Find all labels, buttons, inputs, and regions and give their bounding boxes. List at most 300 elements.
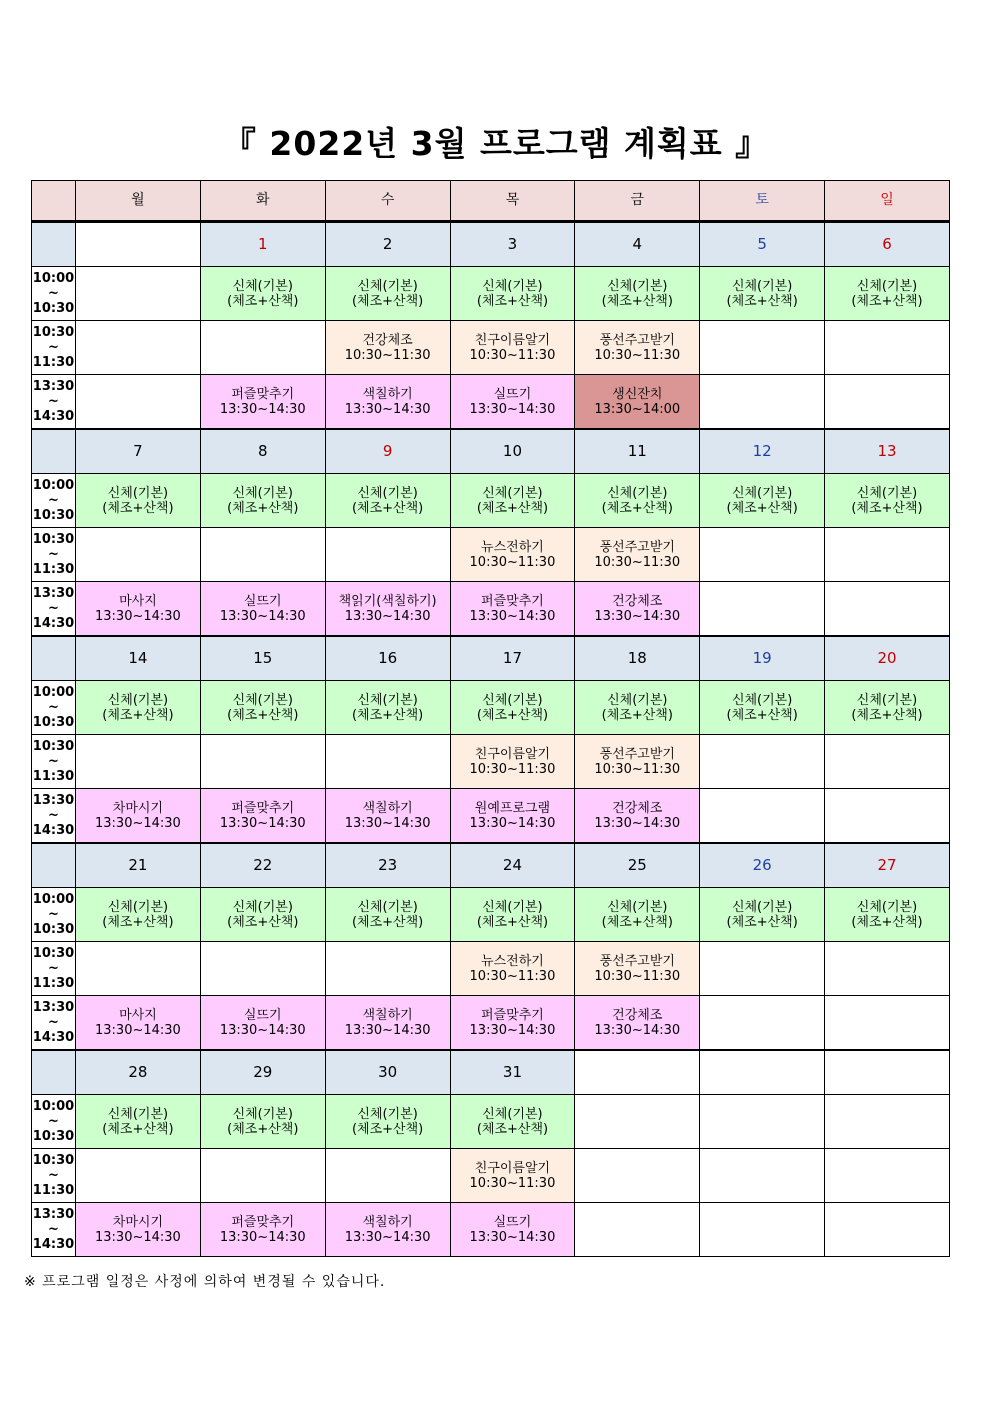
activity-name: 신체(기본) [482,692,543,708]
date-row-label [32,222,76,267]
activity-name: 신체(기본) [107,899,169,915]
activity-name: 건강체조 [362,332,413,348]
slot-start-time: 10:00 [32,478,75,493]
slot-tilde: ~ [48,547,59,562]
activity-name: 신체(기본) [357,899,418,915]
activity-cell [450,267,575,321]
date-cell: 28 [76,1050,201,1095]
time-slot-row [32,375,950,430]
date-row-label [32,1050,76,1095]
activity-cell [76,582,201,637]
activity-cell [450,1095,575,1149]
date-cell: 30 [325,1050,450,1095]
activity-detail: 13:30~14:30 [344,1022,431,1038]
activity-detail: 10:30~11:30 [469,347,556,363]
date-cell: 11 [575,429,700,474]
activity-name: 신체(기본) [856,899,918,915]
date-cell: 25 [575,843,700,888]
slot-end-time: 11:30 [32,562,75,577]
activity-name: 신체(기본) [232,278,293,294]
activity-detail: (체조+산책) [601,293,673,309]
activity-name: 신체(기본) [357,692,418,708]
activity-detail: 10:30~11:30 [594,554,681,570]
activity-cell [825,375,950,430]
slot-tilde: ~ [48,1114,59,1129]
activity-name: 신체(기본) [607,278,668,294]
time-slot-row [32,789,950,844]
time-slot-label [32,1203,76,1257]
activity-name: 친구이름알기 [474,746,551,762]
activity-detail: 10:30~11:30 [469,554,556,570]
date-cell: 22 [200,843,325,888]
date-row [32,222,950,267]
activity-detail: 13:30~14:00 [594,401,681,417]
activity-cell [825,528,950,582]
time-slot-row [32,267,950,321]
time-slot-label [32,681,76,735]
activity-cell [575,1095,700,1149]
activity-cell [700,321,825,375]
activity-name: 퍼즐맞추기 [481,1007,544,1023]
activity-detail: 13:30~14:30 [95,815,181,831]
activity-cell [200,942,325,996]
activity-cell [200,1149,325,1203]
activity-detail: 13:30~14:30 [594,1022,681,1038]
activity-name: 신체(기본) [607,692,668,708]
activity-name: 신체(기본) [731,692,793,708]
activity-cell [575,375,700,430]
time-slot-row [32,996,950,1051]
date-cell: 24 [450,843,575,888]
activity-cell [825,1095,950,1149]
activity-detail: 13:30~14:30 [219,815,306,831]
activity-cell [575,321,700,375]
activity-cell [575,735,700,789]
weekday-header: 목 [450,181,575,222]
activity-detail: 13:30~14:30 [469,815,556,831]
time-slot-row [32,1095,950,1149]
slot-tilde: ~ [48,1168,59,1183]
slot-tilde: ~ [48,754,59,769]
activity-cell [575,474,700,528]
activity-cell [76,474,201,528]
time-slot-row [32,1149,950,1203]
weekday-header-row [32,181,950,222]
activity-detail: (체조+산책) [476,293,549,309]
date-cell: 29 [200,1050,325,1095]
activity-cell [575,789,700,844]
activity-cell [575,267,700,321]
activity-cell [825,996,950,1051]
time-slot-row [32,582,950,637]
activity-name: 색칠하기 [362,386,413,402]
activity-name: 원예프로그램 [474,800,551,816]
activity-cell [825,1203,950,1257]
time-slot-row [32,888,950,942]
time-slot-label [32,528,76,582]
date-cell [575,1050,700,1095]
date-cell: 20 [825,636,950,681]
activity-detail: (체조+산책) [601,914,673,930]
date-cell: 2 [325,222,450,267]
activity-name: 뉴스전하기 [481,953,544,969]
time-slot-row [32,735,950,789]
slot-tilde: ~ [48,700,59,715]
activity-name: 신체(기본) [107,1106,169,1122]
activity-detail: 10:30~11:30 [344,347,431,363]
activity-detail: 13:30~14:30 [469,1229,556,1245]
activity-detail: (체조+산책) [601,500,673,516]
slot-start-time: 10:30 [32,739,75,754]
activity-cell [76,681,201,735]
activity-detail: (체조+산책) [476,914,549,930]
slot-end-time: 14:30 [32,823,75,838]
activity-cell [76,942,201,996]
activity-cell [325,1149,450,1203]
activity-cell [700,789,825,844]
activity-cell [76,1095,201,1149]
activity-cell [825,789,950,844]
slot-end-time: 10:30 [32,301,75,316]
activity-cell [325,375,450,430]
activity-cell [325,789,450,844]
activity-cell [700,1203,825,1257]
activity-cell [700,996,825,1051]
time-slot-label [32,1095,76,1149]
activity-detail: (체조+산책) [851,914,923,930]
date-row-label [32,843,76,888]
activity-cell [450,888,575,942]
slot-start-time: 10:00 [32,685,75,700]
activity-name: 마사지 [119,1007,157,1023]
activity-name: 색칠하기 [362,800,413,816]
activity-name: 차마시기 [112,1214,164,1230]
activity-cell [700,267,825,321]
slot-start-time: 10:00 [32,892,75,907]
activity-name: 차마시기 [112,800,164,816]
activity-cell [76,1149,201,1203]
activity-detail: 13:30~14:30 [469,401,556,417]
activity-detail: 13:30~14:30 [344,1229,431,1245]
activity-cell [325,528,450,582]
activity-cell [575,681,700,735]
activity-cell [575,1149,700,1203]
activity-cell [76,789,201,844]
activity-name: 퍼즐맞추기 [231,386,295,402]
activity-detail: 13:30~14:30 [594,815,681,831]
date-cell: 16 [325,636,450,681]
activity-detail: (체조+산책) [351,914,424,930]
time-slot-label [32,474,76,528]
activity-cell [450,789,575,844]
date-cell [700,1050,825,1095]
activity-cell [575,582,700,637]
activity-detail: (체조+산책) [726,914,798,930]
date-cell: 13 [825,429,950,474]
activity-name: 친구이름알기 [474,1160,551,1176]
slot-start-time: 13:30 [32,793,75,808]
activity-cell [700,735,825,789]
activity-cell [200,375,325,430]
activity-detail: (체조+산책) [351,293,424,309]
activity-cell [825,582,950,637]
activity-cell [325,888,450,942]
weekday-header: 금 [575,181,700,222]
activity-cell [450,681,575,735]
slot-start-time: 10:00 [32,271,75,286]
activity-detail: 10:30~11:30 [469,1175,556,1191]
activity-detail: (체조+산책) [227,1121,299,1137]
activity-name: 뉴스전하기 [481,539,544,555]
activity-detail: (체조+산책) [726,707,798,723]
time-slot-label [32,321,76,375]
activity-name: 색칠하기 [362,1214,413,1230]
activity-cell [700,942,825,996]
activity-cell [450,474,575,528]
activity-cell [700,1149,825,1203]
activity-name: 신체(기본) [731,899,793,915]
activity-name: 실뜨기 [493,1214,532,1230]
activity-cell [200,789,325,844]
date-cell: 3 [450,222,575,267]
activity-name: 신체(기본) [357,1106,418,1122]
weekday-header: 수 [325,181,450,222]
date-cell: 6 [825,222,950,267]
activity-cell [76,996,201,1051]
activity-detail: 13:30~14:30 [344,815,431,831]
activity-cell [76,375,201,430]
activity-cell [450,528,575,582]
date-cell: 23 [325,843,450,888]
activity-cell [575,942,700,996]
activity-cell [450,1203,575,1257]
activity-cell [825,942,950,996]
activity-name: 건강체조 [612,593,663,609]
activity-detail: 13:30~14:30 [219,1229,306,1245]
activity-detail: 10:30~11:30 [594,347,681,363]
date-cell: 1 [200,222,325,267]
activity-cell [825,321,950,375]
time-slot-row [32,528,950,582]
activity-detail: 13:30~14:30 [95,1022,181,1038]
activity-cell [450,942,575,996]
slot-start-time: 10:30 [32,946,75,961]
date-cell: 8 [200,429,325,474]
date-cell: 26 [700,843,825,888]
time-slot-row [32,474,950,528]
activity-name: 신체(기본) [731,278,793,294]
activity-name: 실뜨기 [243,593,282,609]
activity-name: 생신잔치 [612,386,663,402]
activity-name: 풍선주고받기 [599,539,675,555]
activity-detail: (체조+산책) [851,707,923,723]
header-corner [32,181,76,222]
slot-end-time: 10:30 [32,508,75,523]
activity-name: 색칠하기 [362,1007,413,1023]
activity-name: 퍼즐맞추기 [231,800,295,816]
date-cell: 31 [450,1050,575,1095]
date-cell: 17 [450,636,575,681]
activity-cell [825,474,950,528]
slot-start-time: 13:30 [32,379,75,394]
activity-cell [450,582,575,637]
activity-detail: (체조+산책) [476,500,549,516]
activity-cell [200,888,325,942]
activity-cell [200,267,325,321]
activity-detail: 13:30~14:30 [95,608,181,624]
time-slot-label [32,375,76,430]
activity-cell [76,888,201,942]
date-cell: 14 [76,636,201,681]
activity-cell [325,321,450,375]
slot-end-time: 11:30 [32,355,75,370]
weekday-header: 일 [825,181,950,222]
weekday-header: 토 [700,181,825,222]
activity-cell [575,1203,700,1257]
activity-name: 퍼즐맞추기 [481,593,544,609]
date-cell: 10 [450,429,575,474]
activity-detail: (체조+산책) [476,707,549,723]
date-cell: 4 [575,222,700,267]
activity-cell [325,681,450,735]
activity-cell [575,528,700,582]
slot-tilde: ~ [48,394,59,409]
time-slot-label [32,582,76,637]
slot-start-time: 13:30 [32,1000,75,1015]
activity-name: 신체(기본) [357,485,418,501]
activity-name: 신체(기본) [607,485,668,501]
activity-name: 풍선주고받기 [599,953,675,969]
activity-cell [325,474,450,528]
activity-name: 신체(기본) [232,899,293,915]
activity-name: 친구이름알기 [474,332,551,348]
activity-detail: (체조+산책) [726,500,798,516]
activity-name: 신체(기본) [482,899,543,915]
date-row [32,636,950,681]
activity-detail: 10:30~11:30 [594,761,681,777]
slot-end-time: 10:30 [32,922,75,937]
slot-tilde: ~ [48,961,59,976]
weekday-header: 월 [76,181,201,222]
slot-start-time: 10:00 [32,1099,75,1114]
activity-detail: (체조+산책) [227,914,299,930]
activity-cell [825,267,950,321]
date-cell [76,222,201,267]
date-row-label [32,429,76,474]
activity-cell [825,888,950,942]
activity-cell [700,474,825,528]
activity-detail: (체조+산책) [476,1121,549,1137]
activity-name: 신체(기본) [607,899,668,915]
activity-detail: (체조+산책) [102,707,174,723]
activity-cell [825,1149,950,1203]
activity-name: 신체(기본) [107,485,169,501]
activity-name: 신체(기본) [856,485,918,501]
slot-end-time: 14:30 [32,1030,75,1045]
activity-name: 건강체조 [612,1007,663,1023]
page-title: 『 2022년 3월 프로그램 계획표 』 [222,124,770,163]
activity-detail: 13:30~14:30 [594,608,681,624]
activity-name: 풍선주고받기 [599,332,675,348]
activity-cell [76,735,201,789]
activity-cell [76,528,201,582]
activity-cell [450,321,575,375]
activity-cell [325,267,450,321]
weekday-header: 화 [200,181,325,222]
time-slot-row [32,942,950,996]
time-slot-label [32,735,76,789]
date-cell: 12 [700,429,825,474]
activity-cell [325,942,450,996]
activity-detail: (체조+산책) [851,293,923,309]
activity-cell [200,996,325,1051]
activity-name: 신체(기본) [482,485,543,501]
activity-cell [76,321,201,375]
activity-cell [200,528,325,582]
slot-tilde: ~ [48,1222,59,1237]
activity-cell [325,1203,450,1257]
slot-tilde: ~ [48,1015,59,1030]
slot-end-time: 11:30 [32,769,75,784]
activity-detail: 13:30~14:30 [219,1022,306,1038]
activity-detail: 13:30~14:30 [344,608,431,624]
date-cell: 18 [575,636,700,681]
monthly-schedule-table [31,180,950,1257]
activity-cell [200,735,325,789]
activity-cell [825,735,950,789]
activity-cell [450,375,575,430]
date-cell: 15 [200,636,325,681]
activity-name: 신체(기본) [232,1106,293,1122]
slot-tilde: ~ [48,286,59,301]
activity-detail: (체조+산책) [102,914,174,930]
slot-tilde: ~ [48,493,59,508]
slot-start-time: 10:30 [32,532,75,547]
activity-cell [700,1095,825,1149]
activity-cell [450,996,575,1051]
activity-name: 책읽기(색칠하기) [338,593,437,609]
activity-detail: (체조+산책) [351,1121,424,1137]
activity-detail: (체조+산책) [102,1121,174,1137]
activity-detail: (체조+산책) [851,500,923,516]
activity-name: 신체(기본) [232,485,293,501]
activity-name: 풍선주고받기 [599,746,675,762]
activity-detail: (체조+산책) [227,500,299,516]
activity-detail: 13:30~14:30 [344,401,431,417]
slot-start-time: 10:30 [32,1153,75,1168]
activity-name: 신체(기본) [357,278,418,294]
time-slot-label [32,996,76,1051]
activity-detail: 13:30~14:30 [219,608,306,624]
time-slot-label [32,942,76,996]
activity-name: 건강체조 [612,800,663,816]
time-slot-label [32,789,76,844]
date-cell: 5 [700,222,825,267]
date-cell: 21 [76,843,201,888]
activity-cell [575,996,700,1051]
time-slot-row [32,321,950,375]
activity-cell [700,582,825,637]
slot-end-time: 14:30 [32,409,75,424]
activity-name: 실뜨기 [493,386,532,402]
activity-name: 신체(기본) [482,278,543,294]
activity-name: 신체(기본) [232,692,293,708]
activity-cell [700,375,825,430]
slot-end-time: 11:30 [32,976,75,991]
slot-start-time: 10:30 [32,325,75,340]
activity-detail: 10:30~11:30 [469,968,556,984]
activity-detail: (체조+산책) [351,707,424,723]
